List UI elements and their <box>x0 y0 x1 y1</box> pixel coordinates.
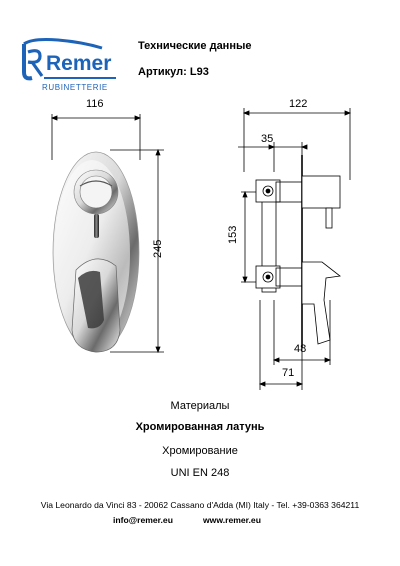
front-view-product <box>53 152 139 352</box>
front-height-label: 245 <box>152 239 164 258</box>
side-offset-label: 35 <box>261 133 274 145</box>
front-width-label: 116 <box>86 98 104 110</box>
side-lower-depth-label: 48 <box>294 343 307 355</box>
materials-standard: UNI EN 248 <box>170 467 230 479</box>
materials-finish: Хромирование <box>162 445 238 457</box>
side-body-depth-label: 71 <box>282 367 295 379</box>
side-total-depth-label: 122 <box>289 98 308 110</box>
logo-brand-text: Remer <box>46 52 112 75</box>
footer-email[interactable]: info@remer.eu <box>113 515 173 525</box>
article-label: Артикул: <box>138 66 187 78</box>
article-code: L93 <box>189 66 209 78</box>
footer-address: Via Leonardo da Vinci 83 - 20062 Cassano d'Adda (MI) Italy - Tel. +39-0363 364211 <box>40 500 360 510</box>
materials-material: Хромированная латунь <box>135 421 265 433</box>
materials-heading: Материалы <box>170 400 230 412</box>
side-spacing-label: 153 <box>227 225 239 244</box>
logo-tagline: RUBINETTERIE <box>42 83 108 92</box>
side-view-product <box>256 155 340 348</box>
footer-website[interactable]: www.remer.eu <box>203 515 261 525</box>
document-title: Технические данные <box>138 40 252 52</box>
